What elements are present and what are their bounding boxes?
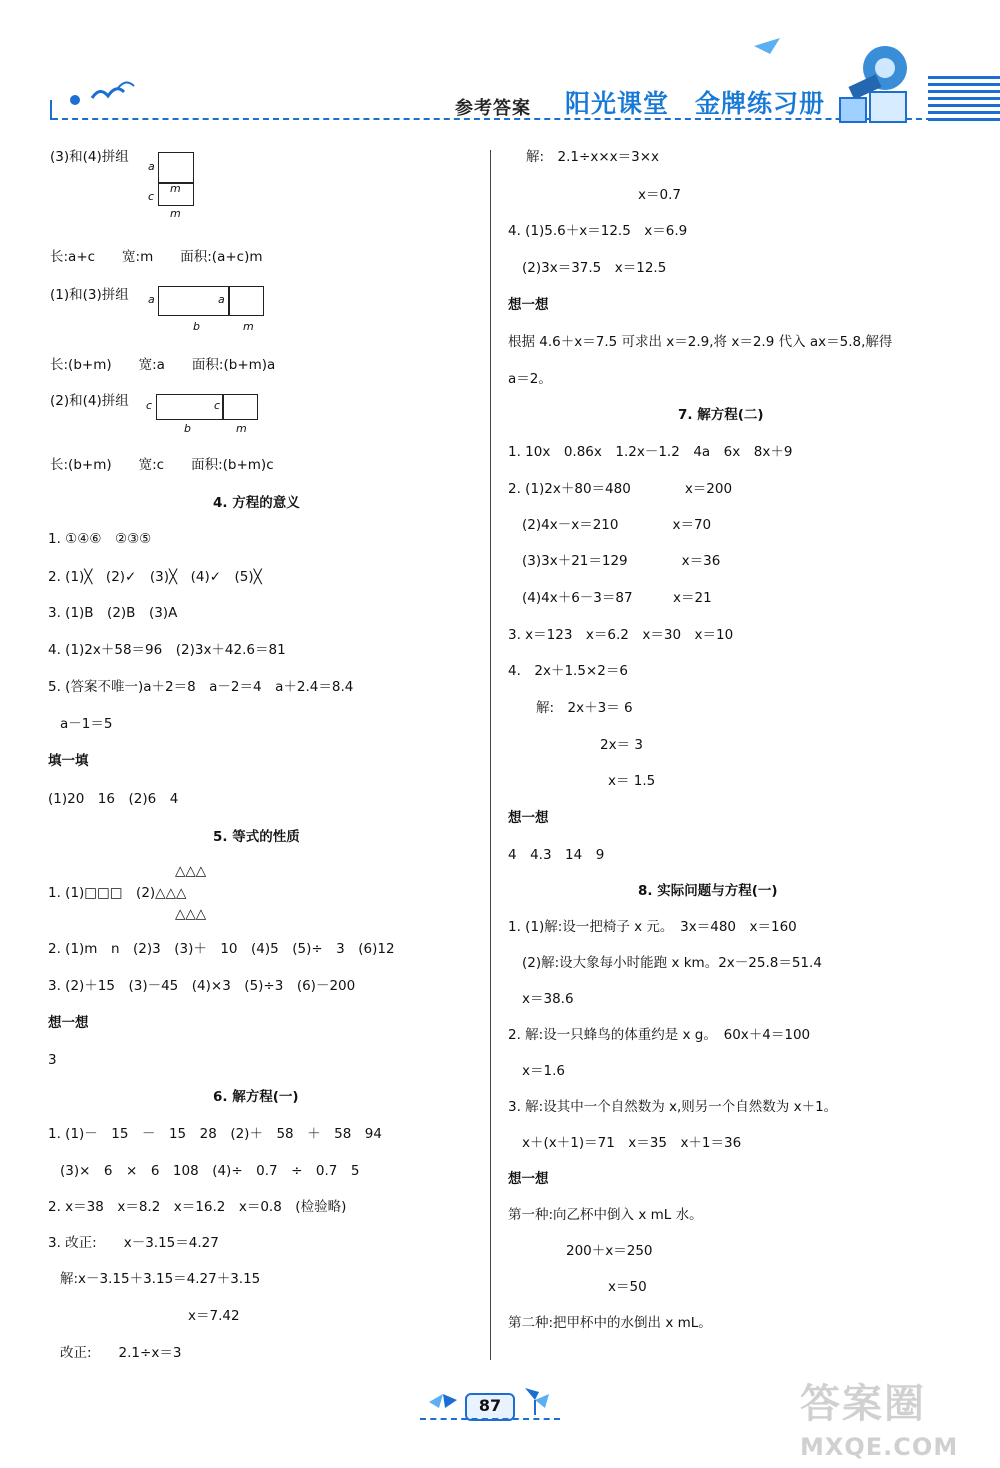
page-header bbox=[0, 0, 1000, 140]
answer-line: 第二种:把甲杯中的水倒出 x mL。 bbox=[508, 1315, 712, 1331]
left-line: 长:(b+m) 宽:c 面积:(b+m)c bbox=[50, 457, 274, 473]
answer-line: 1. (1)－ 15 － 15 28 (2)＋ 58 ＋ 58 94 bbox=[48, 1126, 382, 1142]
diagram-label: a bbox=[218, 293, 225, 306]
left-line: (2)和(4)拼组 bbox=[50, 393, 129, 409]
diagram-rect-right bbox=[222, 394, 258, 420]
answer-line: x＋(x＋1)＝71 x＝35 x＋1＝36 bbox=[522, 1135, 742, 1151]
answer-line: x＝7.42 bbox=[188, 1308, 240, 1324]
answer-line: (4)4x＋6－3＝87 x＝21 bbox=[522, 590, 712, 606]
answer-line: (1)20 16 (2)6 4 bbox=[48, 791, 179, 807]
page-number: 87 bbox=[465, 1393, 515, 1421]
answer-line: (2)解:设大象每小时能跑 x km。2x－25.8＝51.4 bbox=[522, 955, 822, 971]
section-heading: 5. 等式的性质 bbox=[213, 829, 300, 845]
header-brand: 阳光课堂 金牌练习册 bbox=[565, 89, 826, 118]
answer-line: 改正: 2.1÷x＝3 bbox=[60, 1345, 182, 1361]
answer-line: 3. 改正: x－3.15＝4.27 bbox=[48, 1235, 219, 1251]
answer-line: 解: 2x＋3＝ 6 bbox=[536, 700, 633, 716]
left-line: 长:(b+m) 宽:a 面积:(b+m)a bbox=[50, 357, 276, 373]
diagram-label: m bbox=[170, 182, 181, 195]
left-line: (1)和(3)拼组 bbox=[50, 287, 129, 303]
answer-line: (3)× 6 × 6 108 (4)÷ 0.7 ÷ 0.7 5 bbox=[60, 1163, 360, 1179]
answer-line: 4. 2x＋1.5×2＝6 bbox=[508, 663, 628, 679]
answer-line: 3. (2)＋15 (3)－45 (4)×3 (5)÷3 (6)－200 bbox=[48, 978, 356, 994]
diagram-label: c bbox=[148, 190, 155, 203]
diagram-label: b bbox=[193, 320, 200, 333]
answer-line: 3. (1)B (2)B (3)A bbox=[48, 605, 178, 621]
diagram-label: m bbox=[236, 422, 247, 435]
section-heading: 4. 方程的意义 bbox=[213, 495, 300, 511]
section-heading: 8. 实际问题与方程(一) bbox=[638, 883, 778, 899]
section-heading: 7. 解方程(二) bbox=[678, 407, 764, 423]
answer-line: 第一种:向乙杯中倒入 x mL 水。 bbox=[508, 1207, 703, 1223]
subheading: 想一想 bbox=[508, 1171, 549, 1187]
pinwheel-icon bbox=[425, 1386, 461, 1416]
answer-line: x＝0.7 bbox=[638, 187, 681, 203]
watermark-url: MXQE.COM bbox=[800, 1433, 959, 1461]
answer-line: 5. (答案不唯一)a＋2＝8 a－2＝4 a＋2.4＝8.4 bbox=[48, 679, 354, 695]
answer-line: 3. x＝123 x＝6.2 x＝30 x＝10 bbox=[508, 627, 734, 643]
column-divider bbox=[490, 150, 491, 1360]
left-line: 长:a+c 宽:m 面积:(a+c)m bbox=[50, 249, 263, 265]
answer-line: x＝1.6 bbox=[522, 1063, 565, 1079]
diagram-label: m bbox=[170, 207, 181, 220]
answer-line: 2. (1)2x＋80＝480 x＝200 bbox=[508, 481, 733, 497]
diagram-label: m bbox=[243, 320, 254, 333]
answer-line: (2)4x－x＝210 x＝70 bbox=[522, 517, 712, 533]
watermark-text: 答案圈 bbox=[800, 1381, 926, 1427]
pinwheel-icon bbox=[515, 1384, 555, 1416]
answer-line: 4. (1)5.6＋x＝12.5 x＝6.9 bbox=[508, 223, 688, 239]
answer-line: 2x＝ 3 bbox=[600, 737, 643, 753]
header-bar bbox=[50, 100, 52, 120]
paper-plane-icon bbox=[752, 36, 782, 56]
triangle-row: △△△ bbox=[175, 906, 207, 922]
subheading: 想一想 bbox=[48, 1015, 89, 1031]
answer-line: x＝38.6 bbox=[522, 991, 574, 1007]
answer-line: x＝ 1.5 bbox=[608, 773, 656, 789]
diagram-rect-top bbox=[158, 152, 194, 184]
answer-line: 1. ①④⑥ ②③⑤ bbox=[48, 531, 152, 547]
diagram-label: b bbox=[184, 422, 191, 435]
telescope-icon bbox=[830, 40, 925, 125]
subheading: 想一想 bbox=[508, 810, 549, 826]
header-stripes bbox=[928, 76, 1000, 128]
diagram-label: c bbox=[146, 399, 153, 412]
answer-line: x＝50 bbox=[608, 1279, 647, 1295]
answer-line: 根据 4.6＋x＝7.5 可求出 x＝2.9,将 x＝2.9 代入 ax＝5.8,解得 bbox=[508, 334, 893, 350]
answer-line: 3 bbox=[48, 1052, 57, 1068]
answer-line: (2)3x＝37.5 x＝12.5 bbox=[522, 260, 667, 276]
answer-line: a＝2。 bbox=[508, 371, 552, 387]
diagram-label: a bbox=[148, 160, 155, 173]
answer-line: 2. (1)m n (2)3 (3)＋ 10 (4)5 (5)÷ 3 (6)12 bbox=[48, 941, 395, 957]
left-line: (3)和(4)拼组 bbox=[50, 149, 129, 165]
answer-line: 解: 2.1÷x×x＝3×x bbox=[526, 149, 660, 165]
answer-line: 1. (1)解:设一把椅子 x 元。 3x＝480 x＝160 bbox=[508, 919, 797, 935]
answer-line: 200＋x＝250 bbox=[566, 1243, 653, 1259]
section-heading: 6. 解方程(一) bbox=[213, 1089, 299, 1105]
answer-line: 4. (1)2x＋58＝96 (2)3x＋42.6＝81 bbox=[48, 642, 286, 658]
header-label: 参考答案 bbox=[455, 98, 531, 119]
triangle-row: △△△ bbox=[175, 863, 207, 879]
diagram-rect-right bbox=[228, 286, 264, 316]
answer-line: 2. 解:设一只蜂鸟的体重约是 x g。 60x＋4＝100 bbox=[508, 1027, 811, 1043]
answer-line: 3. 解:设其中一个自然数为 x,则另一个自然数为 x＋1。 bbox=[508, 1099, 838, 1115]
subheading: 填一填 bbox=[48, 753, 89, 769]
footer-rule bbox=[420, 1418, 560, 1420]
answer-line: 解:x－3.15＋3.15＝4.27＋3.15 bbox=[60, 1271, 261, 1287]
answer-line: 1. 10x 0.86x 1.2x－1.2 4a 6x 8x＋9 bbox=[508, 444, 793, 460]
header-dot bbox=[70, 95, 80, 105]
answer-line: (3)3x＋21＝129 x＝36 bbox=[522, 553, 721, 569]
watermark bbox=[800, 1372, 990, 1462]
subheading: 想一想 bbox=[508, 297, 549, 313]
answer-line: a－1＝5 bbox=[60, 716, 113, 732]
answer-line: 4 4.3 14 9 bbox=[508, 847, 605, 863]
diagram-label: a bbox=[148, 293, 155, 306]
answer-line: 2. x＝38 x＝8.2 x＝16.2 x＝0.8 (检验略) bbox=[48, 1199, 347, 1215]
diagram-label: c bbox=[214, 399, 221, 412]
seagull-icon bbox=[88, 78, 148, 108]
answer-line: 2. (1)╳ (2)✓ (3)╳ (4)✓ (5)╳ bbox=[48, 569, 262, 585]
answer-line: 1. (1)□□□ (2)△△△ bbox=[48, 885, 187, 901]
